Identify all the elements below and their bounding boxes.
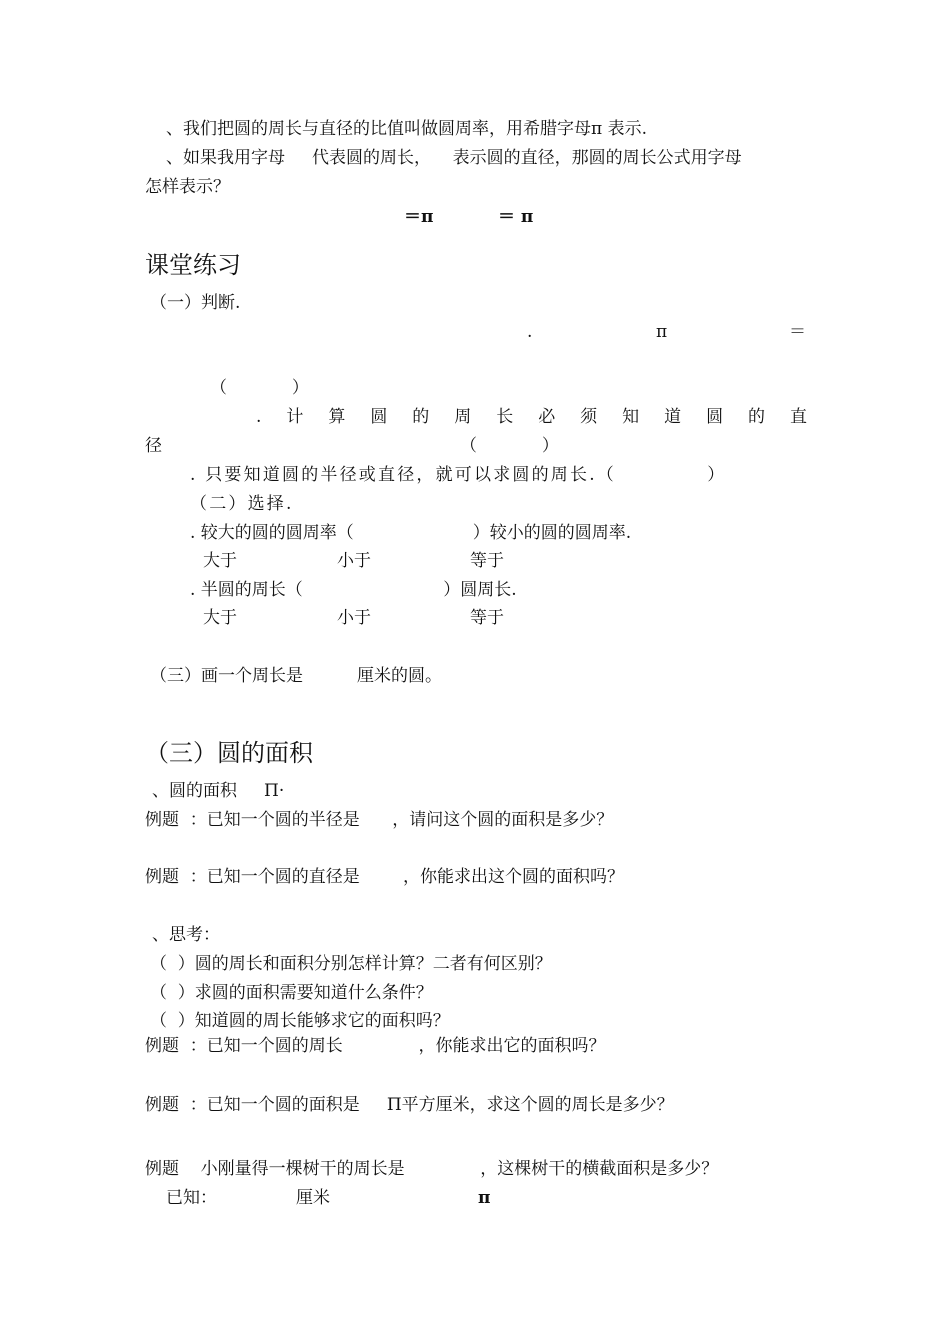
q2-char: 圆 <box>706 407 724 427</box>
judge-title: （一）判断. <box>150 293 241 313</box>
example-4: 例题 ：已知一个圆的面积是 Π平方厘米，求这个圆的周长是多少？ <box>145 1095 674 1115</box>
q1-equals: ＝ <box>789 322 806 342</box>
q2-char: 的 <box>748 407 766 427</box>
intro-line-3: 怎样表示？ <box>145 177 230 197</box>
q2-tail: 径 <box>145 436 162 456</box>
think-item-3: （ ）知道圆的周长能够求它的面积吗？ <box>150 1011 450 1031</box>
think-title: 、思考： <box>152 925 220 945</box>
choice-2-option-c: 等于 <box>470 608 504 628</box>
q2-char: 的 <box>412 407 430 427</box>
q2-char: 圆 <box>370 407 388 427</box>
q2-char: 计 <box>286 407 304 427</box>
q3-statement: . 只要知道圆的半径或直径，就可以求圆的周长.（ ） <box>190 465 727 485</box>
choice-title: （二）选择. <box>190 494 294 514</box>
q2-char: . <box>256 407 262 427</box>
q2-spaced-line <box>145 406 807 428</box>
q2-char: 算 <box>328 407 346 427</box>
choice-1-option-c: 等于 <box>470 551 504 571</box>
think-item-1: （ ）圆的周长和面积分别怎样计算？二者有何区别？ <box>150 954 552 974</box>
section-heading-area: （三）圆的面积 <box>145 739 313 767</box>
q2-char: 周 <box>454 407 472 427</box>
draw-task: （三）画一个周长是 厘米的圆。 <box>150 666 443 686</box>
q2-char: 必 <box>538 407 556 427</box>
q1-pi: π <box>656 322 668 342</box>
example-5: 例题 小刚量得一棵树干的周长是 ，这棵树干的横截面积是多少？ <box>145 1159 719 1179</box>
q2-char: 长 <box>496 407 514 427</box>
known-unit: 厘米 <box>296 1188 330 1208</box>
think-item-2: （ ）求圆的面积需要知道什么条件？ <box>150 983 433 1003</box>
q2-char: 须 <box>580 407 598 427</box>
q2-char: 道 <box>664 407 682 427</box>
known-label: 已知： <box>166 1188 217 1208</box>
q2-char: 知 <box>622 407 640 427</box>
section-heading-practice: 课堂练习 <box>145 251 241 279</box>
choice-2: . 半圆的周长（ ）圆周长. <box>190 580 517 600</box>
choice-1: . 较大的圆的圆周率（ ）较小的圆的圆周率. <box>190 523 632 543</box>
formula-circumference-diameter: ＝π <box>404 207 434 227</box>
intro-line-2: 、如果我用字母 代表圆的周长， 表示圆的直径，那圆的周长公式用字母 <box>166 148 742 168</box>
choice-1-option-a: 大于 <box>203 551 237 571</box>
choice-2-option-b: 小于 <box>337 608 371 628</box>
choice-2-option-a: 大于 <box>203 608 237 628</box>
example-1: 例题 ：已知一个圆的半径是 ，请问这个圆的面积是多少？ <box>145 810 614 830</box>
example-3: 例题 ：已知一个圆的周长 ，你能求出它的面积吗？ <box>145 1036 606 1056</box>
known-pi: π <box>478 1188 491 1208</box>
q1-answer-paren: （ ） <box>210 378 309 398</box>
q1-dot: . <box>527 322 533 342</box>
intro-line-1: 、我们把圆的周长与直径的比值叫做圆周率，用希腊字母π 表示. <box>166 119 647 139</box>
q2-answer-paren: （ ） <box>460 436 559 456</box>
area-formula: 、圆的面积 Π· <box>152 781 285 801</box>
choice-1-option-b: 小于 <box>337 551 371 571</box>
example-2: 例题 ：已知一个圆的直径是 ，你能求出这个圆的面积吗？ <box>145 867 625 887</box>
formula-circumference-radius: ＝ π <box>498 207 534 227</box>
q2-char: 直 <box>790 407 807 427</box>
